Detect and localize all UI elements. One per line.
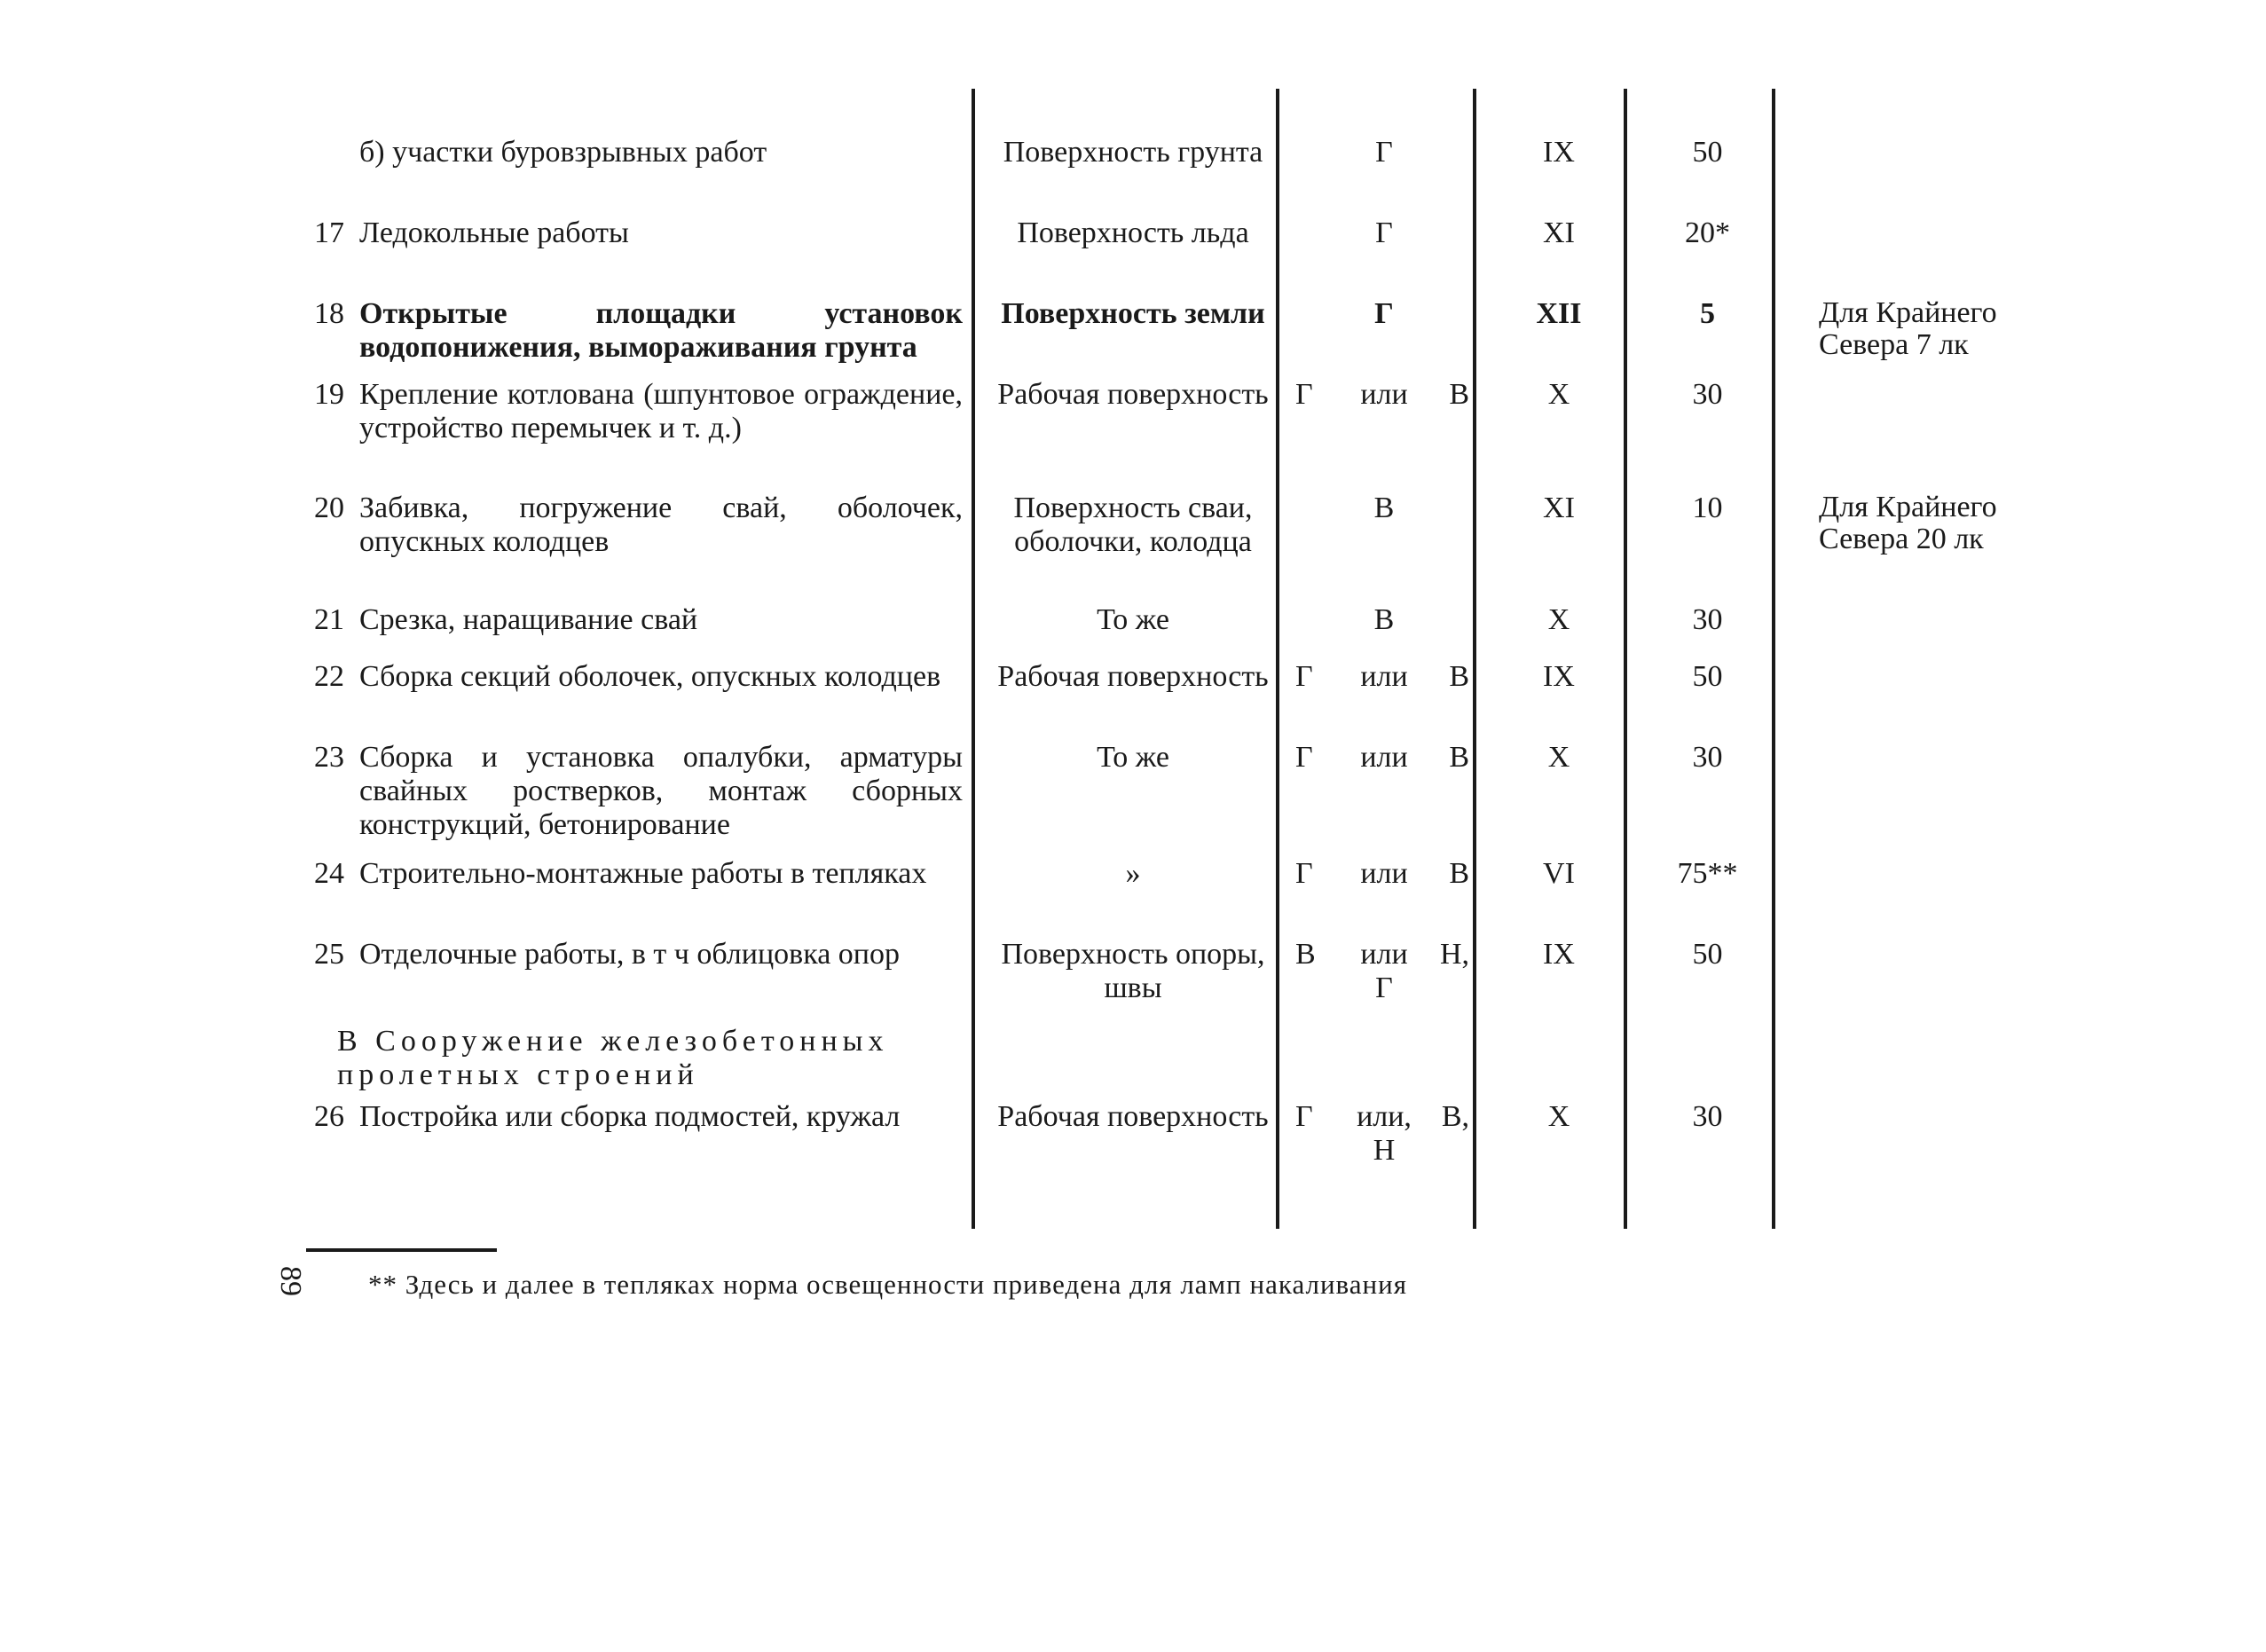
lighting-plane: В, — [1441, 1100, 1469, 1133]
remark: Для Крайнего Севера 20 лк — [1819, 491, 1997, 555]
work-surface: » — [1125, 857, 1141, 890]
lighting-plane: В — [1373, 492, 1395, 524]
work-surface: Поверхность льда — [1017, 216, 1249, 249]
work-name: Сборка секций оболочек, опускных колодцев — [359, 660, 941, 693]
row-number: 26 — [314, 1100, 344, 1133]
category: IX — [1543, 660, 1575, 693]
lighting-plane: Г — [1375, 216, 1393, 249]
work-name: Забивка, погружение свай, оболочек, опускных колодцев — [359, 492, 963, 558]
work-surface: То же — [1097, 741, 1169, 774]
category: X — [1547, 1100, 1570, 1133]
category: X — [1547, 603, 1570, 636]
work-name: б) участки буровзрывных работ — [359, 136, 767, 169]
row-number: 17 — [314, 216, 344, 249]
lighting-plane: В — [1295, 938, 1316, 971]
lighting-plane: Н — [1373, 1134, 1396, 1167]
work-name: Отделочные работы, в т ч облицовка опор — [359, 938, 900, 971]
work-surface: Поверхность опоры, швы — [1001, 938, 1265, 1004]
work-name: Сборка и установка опалубки, арматуры свайных ростверков, монтаж сборных конструкций, бетонирование — [359, 741, 963, 841]
illuminance: 50 — [1692, 136, 1723, 169]
lighting-plane-connector: или — [1360, 378, 1408, 411]
work-name: Строительно-монтажные работы в тепляках — [359, 857, 927, 890]
work-surface: Поверхность сваи, оболочки, колодца — [1013, 492, 1253, 558]
illuminance: 30 — [1692, 603, 1723, 636]
illuminance: 50 — [1692, 660, 1723, 693]
lighting-plane: Г — [1295, 1100, 1313, 1133]
work-surface: Поверхность грунта — [1003, 136, 1263, 169]
work-surface: Рабочая поверхность — [997, 378, 1269, 411]
work-surface: То же — [1097, 603, 1169, 636]
row-number: 25 — [314, 938, 344, 971]
work-surface: Поверхность земли — [1001, 297, 1265, 330]
illuminance: 50 — [1692, 938, 1723, 971]
lighting-plane: Г — [1295, 741, 1313, 774]
illuminance: 5 — [1700, 297, 1715, 330]
row-number: 19 — [314, 378, 344, 411]
category: X — [1547, 741, 1570, 774]
category: X — [1547, 378, 1570, 411]
lighting-plane-connector: или — [1360, 857, 1408, 890]
row-number: 21 — [314, 603, 344, 636]
lighting-plane: В — [1449, 378, 1469, 411]
category: IX — [1543, 136, 1575, 169]
illuminance: 75** — [1677, 857, 1738, 890]
category: IX — [1543, 938, 1575, 971]
column-rule — [1624, 89, 1627, 1229]
column-rule — [1473, 89, 1476, 1229]
work-surface: Рабочая поверхность — [997, 1100, 1269, 1133]
column-rule — [1772, 89, 1775, 1229]
lighting-plane-connector: или — [1360, 741, 1408, 774]
footnote-rule — [306, 1248, 497, 1252]
lighting-plane: В — [1449, 660, 1469, 693]
section-heading-text: В Сооружение железобетонных пролетных строений — [337, 1025, 889, 1091]
work-name: Срезка, наращивание свай — [359, 603, 698, 636]
work-surface: Рабочая поверхность — [997, 660, 1269, 693]
work-name: Открытые площадки установок водопонижения, вымораживания грунта — [359, 297, 963, 364]
work-name: Ледокольные работы — [359, 216, 629, 249]
illuminance: 30 — [1692, 741, 1723, 774]
work-name: Постройка или сборка подмостей, кружал — [359, 1100, 901, 1133]
lighting-plane: Г — [1375, 136, 1393, 169]
column-rule — [1276, 89, 1279, 1229]
row-number: 18 — [314, 297, 344, 330]
row-number: 22 — [314, 660, 344, 693]
lighting-plane-connector: или, — [1357, 1100, 1412, 1133]
category: XII — [1536, 297, 1582, 330]
lighting-plane-connector: или — [1360, 660, 1408, 693]
footnote: ** Здесь и далее в тепляках норма освещенности приведена для ламп накаливания — [368, 1269, 1407, 1300]
lighting-plane: Г — [1374, 297, 1394, 330]
category: XI — [1543, 492, 1575, 524]
row-number: 20 — [314, 492, 344, 524]
lighting-plane: Г — [1295, 857, 1313, 890]
illuminance: 20* — [1685, 216, 1730, 249]
lighting-plane: В — [1449, 741, 1469, 774]
page-number: 89 — [274, 1266, 307, 1296]
lighting-plane: Г — [1295, 660, 1313, 693]
category: XI — [1543, 216, 1575, 249]
row-number: 24 — [314, 857, 344, 890]
remark: Для Крайнего Севера 7 лк — [1819, 296, 1997, 361]
lighting-plane: Н, — [1439, 938, 1469, 971]
work-name: Крепление котлована (шпунтовое ограждение, устройство перемычек и т. д.) — [359, 378, 963, 444]
lighting-plane: В — [1449, 857, 1469, 890]
lighting-plane: Г — [1375, 972, 1393, 1004]
lighting-plane: Г — [1295, 378, 1313, 411]
section-heading — [337, 1025, 958, 1092]
illuminance: 30 — [1692, 1100, 1723, 1133]
row-number: 23 — [314, 741, 344, 774]
lighting-plane: В — [1373, 603, 1395, 636]
column-rule — [972, 89, 975, 1229]
illuminance: 30 — [1692, 378, 1723, 411]
illuminance: 10 — [1692, 492, 1723, 524]
category: VI — [1543, 857, 1575, 890]
lighting-plane-connector: или — [1360, 938, 1408, 971]
